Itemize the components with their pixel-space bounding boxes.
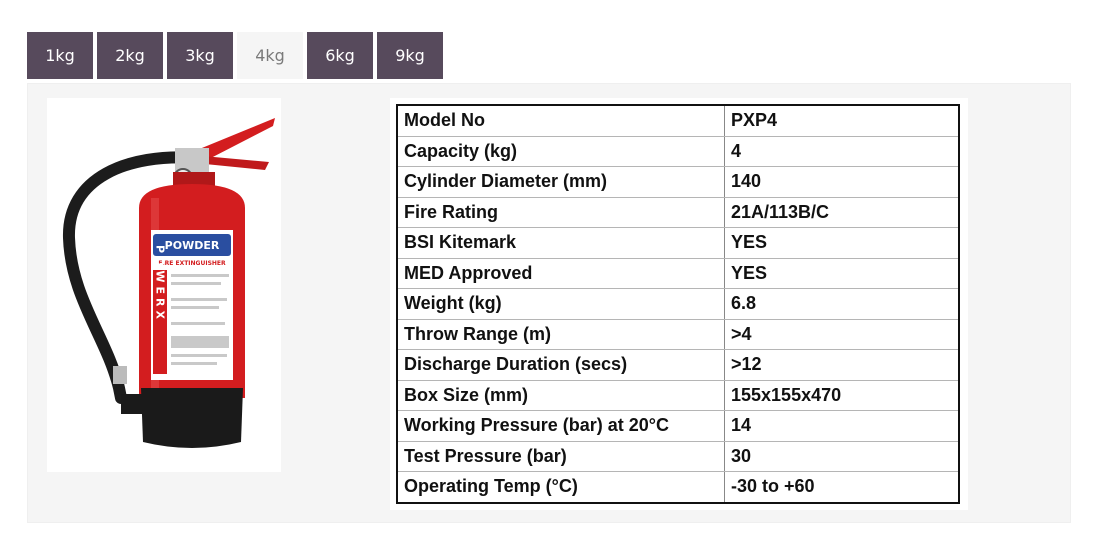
spec-value: 21A/113B/C	[725, 197, 960, 228]
table-row	[397, 258, 959, 289]
spec-key: Cylinder Diameter (mm)	[397, 167, 725, 198]
spec-value: 30	[725, 441, 960, 472]
tab-1kg[interactable]: 1kg	[27, 32, 93, 79]
spec-key: BSI Kitemark	[397, 228, 725, 259]
tab-2kg[interactable]: 2kg	[97, 32, 163, 79]
table-row	[397, 105, 959, 136]
table-row	[397, 441, 959, 472]
table-row	[397, 136, 959, 167]
spec-key: Box Size (mm)	[397, 380, 725, 411]
spec-value: >12	[725, 350, 960, 381]
tab-3kg[interactable]: 3kg	[167, 32, 233, 79]
table-row	[397, 411, 959, 442]
spec-value: -30 to +60	[725, 472, 960, 503]
product-image	[47, 98, 281, 472]
spec-key: Throw Range (m)	[397, 319, 725, 350]
weight-tabs	[27, 32, 443, 79]
spec-key: Capacity (kg)	[397, 136, 725, 167]
table-row	[397, 350, 959, 381]
spec-value: PXP4	[725, 105, 960, 136]
spec-value: 14	[725, 411, 960, 442]
spec-key: Model No	[397, 105, 725, 136]
table-row	[397, 228, 959, 259]
table-row	[397, 319, 959, 350]
tab-9kg[interactable]: 9kg	[377, 32, 443, 79]
label-type: FIRE EXTINGUISHER	[158, 260, 226, 267]
label-vertical-text: POWERX	[153, 244, 167, 324]
spec-value: YES	[725, 228, 960, 259]
fire-extinguisher-icon	[47, 98, 281, 472]
spec-value: 140	[725, 167, 960, 198]
table-row	[397, 197, 959, 228]
table-row	[397, 167, 959, 198]
tab-panel	[27, 83, 1071, 523]
spec-value: 6.8	[725, 289, 960, 320]
spec-value: 155x155x470	[725, 380, 960, 411]
table-row	[397, 380, 959, 411]
spec-value: >4	[725, 319, 960, 350]
spec-key: Operating Temp (°C)	[397, 472, 725, 503]
spec-key: Working Pressure (bar) at 20°C	[397, 411, 725, 442]
spec-table	[396, 104, 960, 504]
spec-key: MED Approved	[397, 258, 725, 289]
tab-4kg[interactable]: 4kg	[237, 32, 303, 79]
table-row	[397, 472, 959, 503]
spec-image	[390, 98, 968, 510]
spec-value: YES	[725, 258, 960, 289]
label-brand: POWDER	[164, 239, 220, 252]
spec-key: Discharge Duration (secs)	[397, 350, 725, 381]
spec-value: 4	[725, 136, 960, 167]
spec-key: Test Pressure (bar)	[397, 441, 725, 472]
tab-6kg[interactable]: 6kg	[307, 32, 373, 79]
spec-key: Fire Rating	[397, 197, 725, 228]
table-row	[397, 289, 959, 320]
spec-key: Weight (kg)	[397, 289, 725, 320]
